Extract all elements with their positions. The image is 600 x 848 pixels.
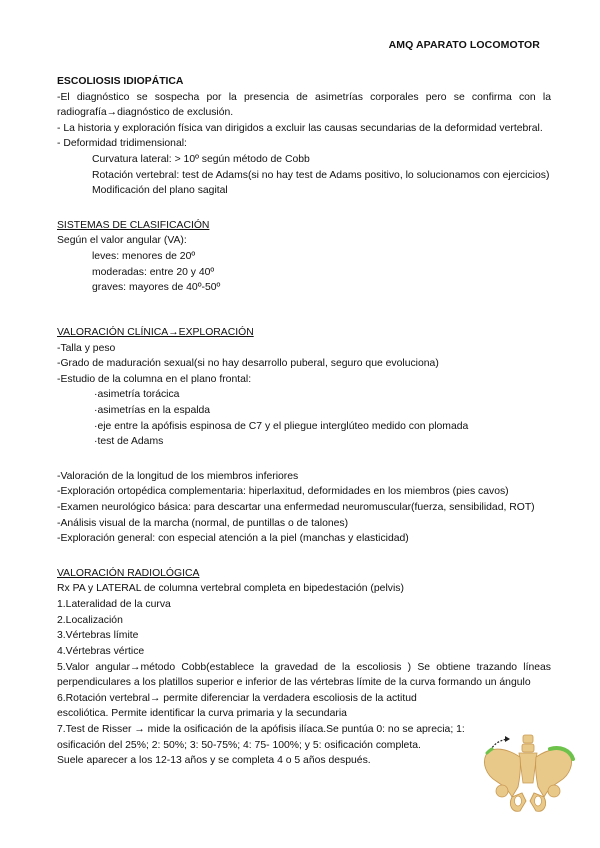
risser-test-line: 7.Test de Risser → mide la osificación de la apófisis ilíaca.Se puntúa 0: no se apreciа; 1: osificación del 25%; 2: 50%; 3: 50-75%; 4: 75- 100%; y 5: osificación completa.: [57, 723, 465, 751]
classification-intro: Según el valor angular (VA):: [57, 235, 187, 247]
frontal-item: ·asimetría torácica: [94, 389, 180, 401]
classification-item: moderadas: entre 20 y 40º: [92, 266, 215, 278]
radiological-line: 4.Vértebras vértice: [57, 645, 145, 657]
clinical-line: -Exploración general: con especial atención a la piel (manchas y elasticidad): [57, 533, 409, 545]
clinical-line: -Estudio de la columna en el plano frontal:: [57, 373, 252, 385]
clinical-line: -Valoración de la longitud de los miembros inferiores: [57, 470, 299, 482]
frontal-item: ·test de Adams: [94, 436, 164, 448]
deformity-item: Modificación del plano sagital: [92, 185, 228, 197]
frontal-item: ·asimetrías en la espalda: [94, 404, 211, 416]
deformity-item: Curvatura lateral: > 10º según método de Cobb: [92, 154, 310, 166]
intro-paragraph-2: - La historia y exploración física van dirigidos a excluir las causas secundarias de la deformidad vertebral.: [57, 122, 543, 134]
radiological-line: 3.Vértebras límite: [57, 630, 139, 642]
radiological-heading: VALORACIÓN RADIOLÓGICA: [57, 567, 200, 579]
intro-paragraph-3: - Deformidad tridimensional:: [57, 138, 187, 150]
deformity-item: Rotación vertebral: test de Adams(si no hay test de Adams positivo, lo solucionamos con ejercicios): [92, 169, 550, 181]
clinical-line: -Exploración ortopédica complementaria: hiperlaxitud, deformidades en los miembros (pies cavos): [57, 486, 509, 498]
radiological-line: Suele aparecer a los 12-13 años y se completa 4 o 5 años después.: [57, 755, 371, 767]
classification-item: graves: mayores de 40º-50º: [92, 282, 221, 294]
page-header: AMQ APARATO LOCOMOTOR: [388, 39, 540, 51]
clinical-line: -Talla y peso: [57, 342, 116, 354]
radiological-line: Rx PA y LATERAL de columna vertebral completa en bipedestación (pelvis): [57, 583, 404, 595]
document-title: ESCOLIOSIS IDIOPÁTICA: [57, 76, 184, 87]
clinical-line: -Análisis visual de la marcha (normal, de puntillas o de talones): [57, 517, 349, 529]
clinical-line: -Grado de maduración sexual(si no hay desarrollo puberal, seguro que evoluciona): [57, 358, 439, 370]
radiological-line: 2.Localización: [57, 614, 123, 626]
radiological-line: 1.Lateralidad de la curva: [57, 599, 171, 611]
radiological-line: 6.Rotación vertebral→ permite diferenciar la verdadera escoliosis de la actitud escoliótica. Permite identificar la curva primaria y la secundaria: [57, 692, 417, 720]
clinical-heading: VALORACIÓN CLÍNICA→EXPLORACIÓN: [57, 326, 254, 338]
intro-paragraph-1: -El diagnóstico se sospecha por la presencia de asimetrías corporales pero se confirma con la radiografía→diagnóstico de exclusión.: [57, 91, 551, 119]
frontal-item: ·eje entre la apófisis espinosa de C7 y el pliegue interglúteo medido con plomada: [94, 420, 469, 432]
classification-heading: SISTEMAS DE CLASIFICACIÓN: [57, 219, 210, 231]
classification-item: leves: menores de 20º: [92, 251, 196, 263]
clinical-line: -Examen neurológico básica: para descartar una enfermedad neuromuscular(fuerza, sensibilidad, ROT): [57, 502, 535, 514]
pelvis-icon: [478, 731, 578, 819]
document-body: [57, 74, 551, 769]
radiological-line: 5.Valor angular→método Cobb(establece la gravedad de la escoliosis ) Se obtiene trazando líneas perpendiculares a los platillos superior e inferior de las vértebras límite de la curva formando un ángulo: [57, 661, 551, 689]
